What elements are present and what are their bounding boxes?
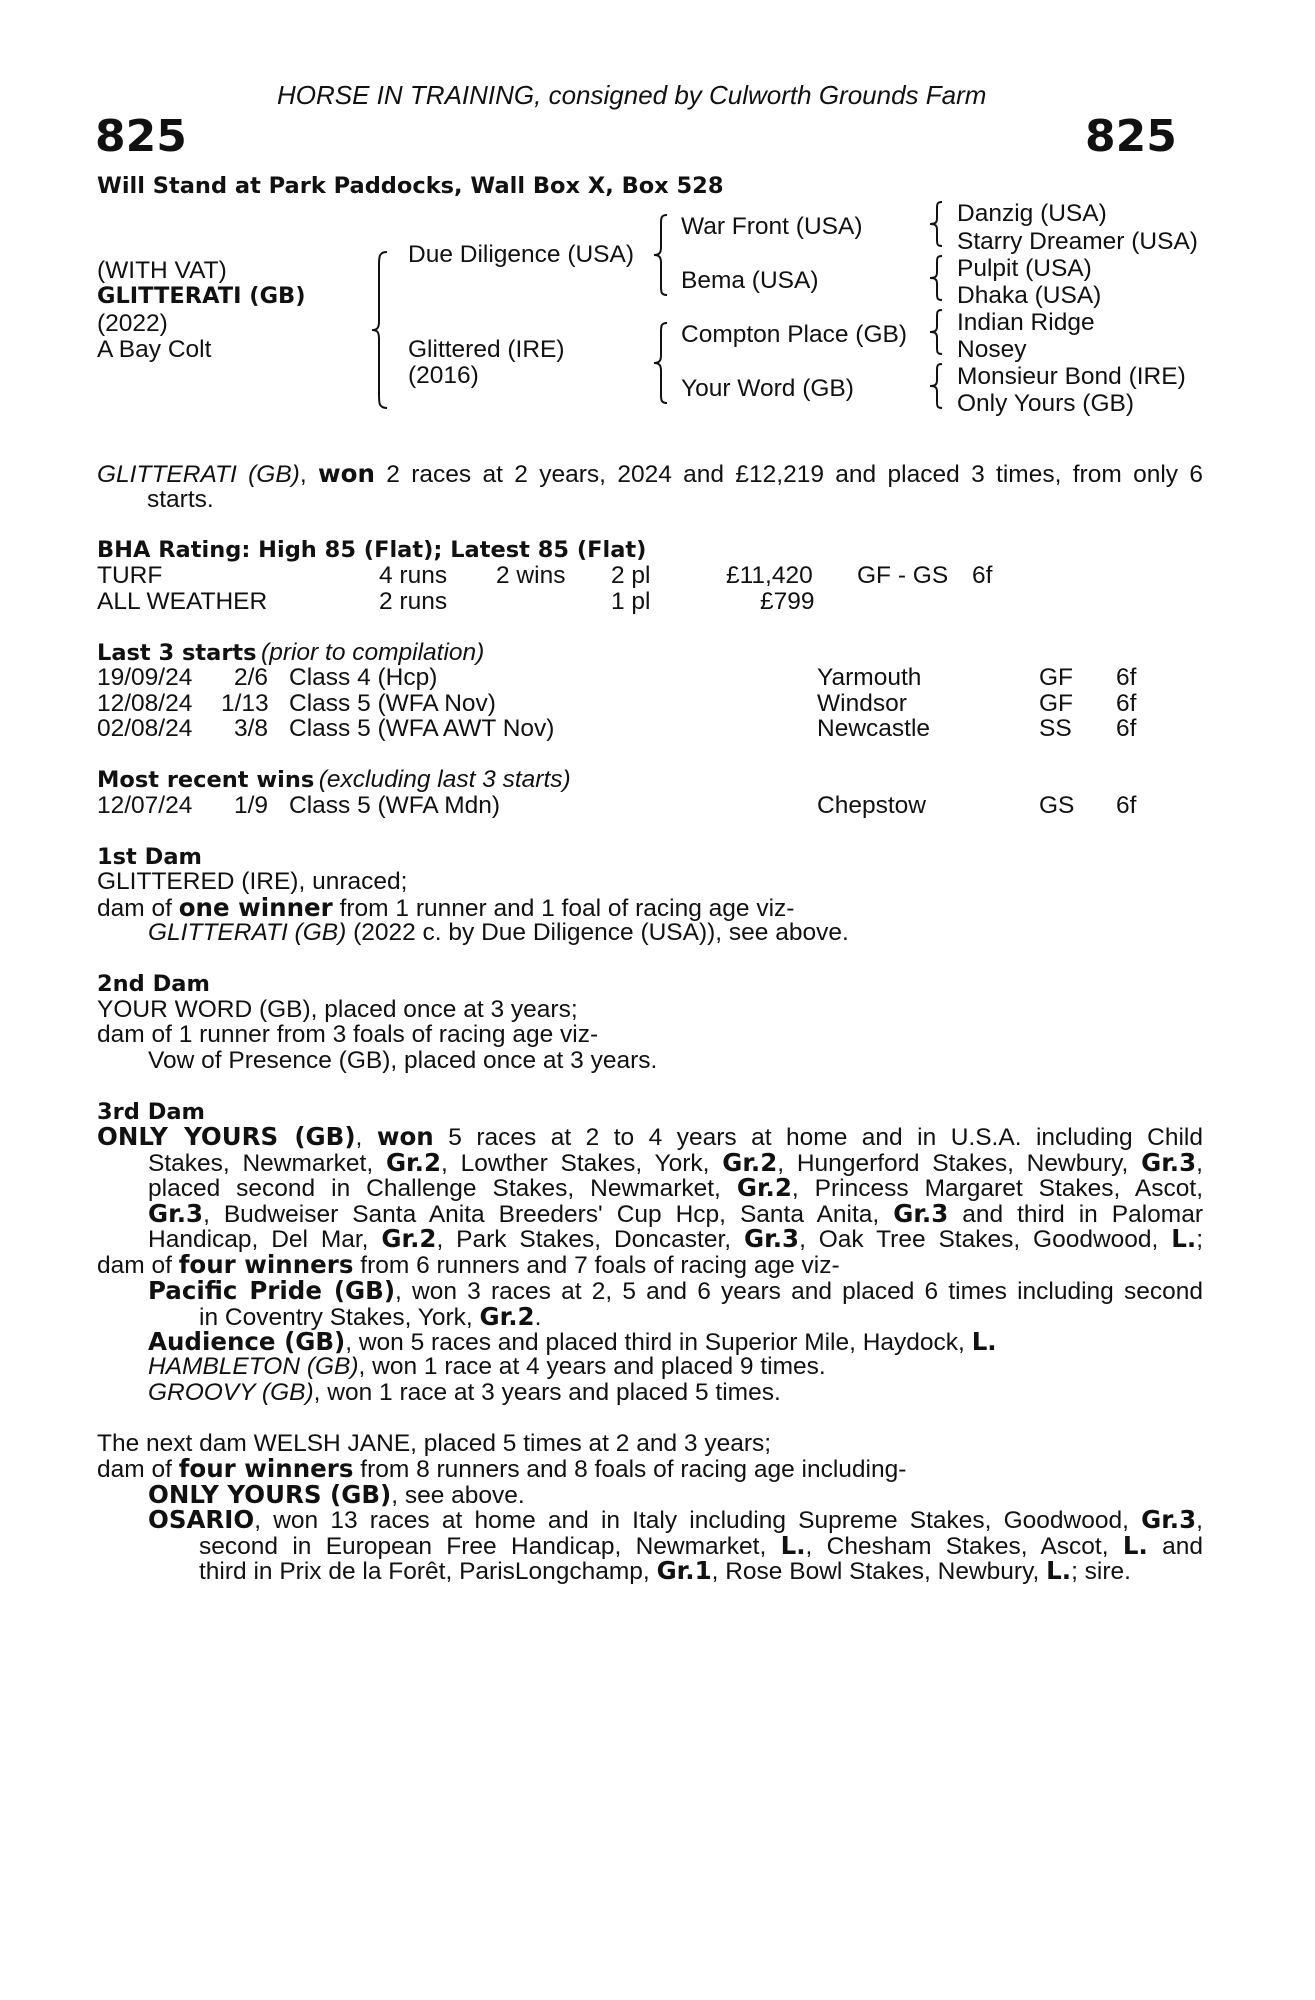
second-dam-offspring: Vow of Presence (GB), placed once at 3 years. xyxy=(148,1047,658,1074)
pedigree-sire-sire: War Front (USA) xyxy=(681,213,863,240)
pedigree-dam-dam: Your Word (GB) xyxy=(681,375,854,402)
pedigree-gen4-5: Indian Ridge xyxy=(957,309,1095,336)
catalogue-page: HORSE IN TRAINING, consigned by Culworth Grounds Farm 825 825 Will Stand at Park Paddocks, Wall Box X, Box 528 (WITH VAT) GLITTERATI (GB) (2022) A Bay Colt Due Diligence (USA) Glittered (IRE) (2016) War Front (USA) Bema (USA) Compton Place (GB) Your Word (GB) Danzig (USA) Starry Dreamer (USA) Pulpit (USA) Dhaka (USA) Indian Ridge Nosey Monsieur Bond (IRE) Only Yours (GB) GLITTERATI (GB), won 2 races at 2 years, 2024 and £12,219 and placed 3 times, from only 6 starts. BHA Rating: High 85 (Flat); Latest 85 (Flat) TURF 4 runs 2 wins 2 pl £11,420 GF - GS 6f ALL WEATHER 2 runs 1 pl £799 Last 3 starts (prior to compilation) 19/09/24 2/6 Class 4 (Hcp) Yarmouth GF 6f 12/08/24 1/13 Class 5 (WFA Nov) Windsor GF 6f 02/08/24 3/8 Class 5 (WFA AWT Nov) Newcastle SS 6f Most recent wins (excluding last 3 starts) 12/07/24 1/9 Class 5 (WFA Mdn) Chepstow GS 6f 1st Dam GLITTERED (IRE), unraced; dam of one winner from 1 runner and 1 foal of racing age viz- GLITTERATI (GB) (2022 c. by Due Diligence (USA)), see above. 2nd Dam YOUR WORD (GB), placed once at 3 years; dam of 1 runner from 3 foals of racing age viz- Vow of Presence (GB), placed once at 3 years. 3rd Dam ONLY YOURS (GB), won 5 races at 2 to 4 years at home and in U.S.A. including Child Stakes, Newmarket, Gr.2, Lowther Stakes, York, Gr.2, Hungerford Stakes, Newbury, Gr.3, placed second in Challenge Stakes, Newmarket, Gr.2, Princess Margaret Stakes, Ascot, Gr.3, Budweiser Santa Anita Breeders' Cup Hcp, Santa Anita, Gr.3 and third in Palomar Handicap, Del Mar, Gr.2, Park Stakes, Doncaster, Gr.3, Oak Tree Stakes, Goodwood, L.; dam of four winners from 6 runners and 7 foals of racing age viz- Pacific Pride (GB), won 3 races at 2, 5 and 6 years and placed 6 times including second in Coventry Stakes, York, Gr.2. Audience (GB), won 5 races and placed third in Superior Mile, Haydock, L. HAMBLETON (GB), won 1 race at 4 years and placed 9 times. GROOVY (GB), won 1 race at 3 years and placed 5 times. The next dam WELSH JANE, placed 5 times at 2 and 3 years; dam of four winners from 8 runners and 8 foals of racing age including- ONLY YOURS (GB), see above. OSARIO, won 13 races at home and in Italy including Supreme Stakes, Goodwood, Gr.3, second in European Free Handicap, Newmarket, L., Chesham Stakes, Ascot, L. and third in Prix de la Forêt, ParisLongchamp, Gr.1, Rose Bowl Stakes, Newbury, L.; sire. xyxy=(95,80,1204,1586)
lot-number-right: 825 xyxy=(1085,111,1177,162)
pedigree-gen4-3: Pulpit (USA) xyxy=(957,255,1092,282)
next-dam-offspring-2: OSARIO, won 13 races at home and in Italy including Supreme Stakes, Goodwood, Gr.3, second in European Free Handicap, Newmarket, L., Chesham Stakes, Ascot, L. and third in Prix de la Forêt, ParisLongchamp, Gr.1, Rose Bowl Stakes, Newbury, L.; sire. xyxy=(148,1505,1203,1586)
page-subtitle: HORSE IN TRAINING, consigned by Culworth Grounds Farm xyxy=(277,80,987,110)
third-dam-offspring-2: Audience (GB), won 5 races and placed third in Superior Mile, Haydock, L. xyxy=(148,1327,997,1356)
pedigree-brace-sire xyxy=(652,214,672,296)
next-dam-line: The next dam WELSH JANE, placed 5 times at 2 and 3 years; xyxy=(97,1430,772,1457)
horse-description: A Bay Colt xyxy=(97,336,212,363)
third-dam-produce: dam of four winners from 6 runners and 7 foals of racing age viz- xyxy=(97,1250,840,1279)
horse-year: (2022) xyxy=(97,310,168,337)
bha-rating-heading: BHA Rating: High 85 (Flat); Latest 85 (Flat) xyxy=(97,537,647,563)
vat-note: (WITH VAT) xyxy=(97,257,227,284)
third-dam-offspring-1: Pacific Pride (GB), won 3 races at 2, 5 and 6 years and placed 6 times including second in Coventry Stakes, York, Gr.2. xyxy=(148,1276,1203,1331)
pedigree-dam: Glittered (IRE) xyxy=(408,336,565,363)
pedigree-gen4-2: Starry Dreamer (USA) xyxy=(957,228,1198,255)
first-dam-heading: 1st Dam xyxy=(97,844,202,870)
pedigree-brace-gen4-3 xyxy=(928,309,946,355)
second-dam-heading: 2nd Dam xyxy=(97,971,210,997)
second-dam-line: YOUR WORD (GB), placed once at 3 years; xyxy=(97,996,578,1023)
race-summary: GLITTERATI (GB), won 2 races at 2 years, 2024 and £12,219 and placed 3 times, from only 6 starts. xyxy=(97,459,1203,513)
pedigree-gen4-6: Nosey xyxy=(957,336,1027,363)
pedigree-brace-gen4-2 xyxy=(928,255,946,301)
last-starts-heading: Last 3 starts (prior to compilation) xyxy=(97,639,485,666)
pedigree-brace-main xyxy=(370,251,392,409)
third-dam-heading: 3rd Dam xyxy=(97,1099,205,1125)
next-dam-offspring-1: ONLY YOURS (GB), see above. xyxy=(148,1480,525,1509)
pedigree-gen4-4: Dhaka (USA) xyxy=(957,282,1102,309)
pedigree-brace-dam xyxy=(652,322,672,404)
pedigree-dam-sire: Compton Place (GB) xyxy=(681,321,908,348)
pedigree-brace-gen4-4 xyxy=(928,363,946,409)
third-dam-offspring-4: GROOVY (GB), won 1 race at 3 years and placed 5 times. xyxy=(148,1379,781,1406)
pedigree-gen4-1: Danzig (USA) xyxy=(957,200,1107,227)
lot-number-left: 825 xyxy=(95,111,187,162)
pedigree-gen4-7: Monsieur Bond (IRE) xyxy=(957,363,1186,390)
horse-name: GLITTERATI (GB) xyxy=(97,283,306,309)
second-dam-produce: dam of 1 runner from 3 foals of racing age viz- xyxy=(97,1021,599,1048)
third-dam-record: ONLY YOURS (GB), won 5 races at 2 to 4 years at home and in U.S.A. including Child Stakes, Newmarket, Gr.2, Lowther Stakes, York, Gr.2, Hungerford Stakes, Newbury, Gr.3, placed second in Challenge Stakes, Newmarket, Gr.2, Princess Margaret Stakes, Ascot, Gr.3, Budweiser Santa Anita Breeders' Cup Hcp, Santa Anita, Gr.3 and third in Palomar Handicap, Del Mar, Gr.2, Park Stakes, Doncaster, Gr.3, Oak Tree Stakes, Goodwood, L.; xyxy=(97,1122,1204,1254)
stand-location: Will Stand at Park Paddocks, Wall Box X, Box 528 xyxy=(97,173,724,199)
pedigree-dam-year: (2016) xyxy=(408,362,479,389)
first-dam-produce: dam of one winner from 1 runner and 1 foal of racing age viz- xyxy=(97,893,795,922)
first-dam-line: GLITTERED (IRE), unraced; xyxy=(97,868,408,895)
pedigree-gen4-8: Only Yours (GB) xyxy=(957,390,1135,417)
pedigree-sire-dam: Bema (USA) xyxy=(681,267,819,294)
third-dam-offspring-3: HAMBLETON (GB), won 1 race at 4 years and placed 9 times. xyxy=(148,1353,826,1380)
recent-wins-heading: Most recent wins (excluding last 3 starts) xyxy=(97,766,571,793)
pedigree-brace-gen4-1 xyxy=(928,201,946,247)
next-dam-produce: dam of four winners from 8 runners and 8 foals of racing age including- xyxy=(97,1454,907,1483)
first-dam-offspring: GLITTERATI (GB) (2022 c. by Due Diligence (USA)), see above. xyxy=(148,919,849,946)
pedigree-sire: Due Diligence (USA) xyxy=(408,241,635,268)
